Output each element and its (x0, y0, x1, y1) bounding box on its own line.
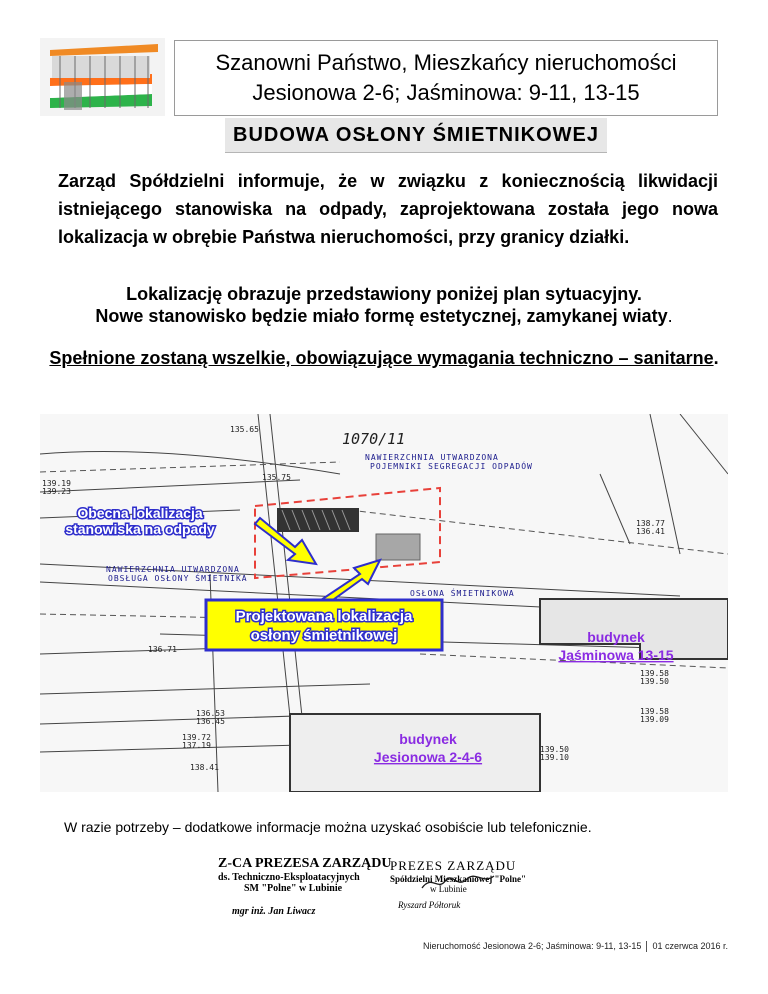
elevation-label: 136.53 (196, 709, 225, 718)
elevation-label: 138.41 (190, 763, 219, 772)
elevation-label: 139.50 (640, 677, 669, 686)
elevation-label: 136.41 (636, 527, 665, 536)
sig2-name: Ryszard Półtoruk (398, 900, 461, 910)
elevation-label: 136.45 (196, 717, 225, 726)
label-shelter: OSŁONA ŚMIETNIKOWA (410, 589, 515, 598)
proposed-location-line1: Projektowana lokalizacja (235, 608, 413, 625)
current-location-line1: Obecna lokalizacja (77, 505, 203, 521)
requirements-statement: Spełnione zostaną wszelkie, obowiązujące wymagania techniczno – sanitarne. (49, 348, 719, 368)
sig1-line2: ds. Techniczno-Eksploatacyjnych (218, 872, 360, 883)
sig2-title: PREZES ZARZĄDU (390, 858, 517, 873)
label-surface-bottom: NAWIERZCHNIA UTWARDZONA (106, 565, 240, 574)
page-footer-date: 01 czerwca 2016 r. (652, 941, 728, 951)
building-jesionowa-label2: Jesionowa 2-4-6 (373, 749, 483, 765)
subject-title: BUDOWA OSŁONY ŚMIETNIKOWEJ (225, 118, 607, 153)
building-jasminowa-label1: budynek (587, 629, 645, 645)
elevation-label: 139.09 (640, 715, 669, 724)
elevation-label: 139.72 (182, 733, 211, 742)
elevation-label: 139.58 (640, 707, 669, 716)
current-location-line2: stanowiska na odpady (65, 521, 215, 537)
signature-deputy (218, 856, 392, 917)
header-line-2: Jesionowa 2-6; Jaśminowa: 9-11, 13-15 (252, 80, 640, 105)
body-line-plan: Lokalizację obrazuje przedstawiony poniżej plan sytuacyjny. (126, 284, 642, 304)
handwritten-signature-icon (418, 870, 498, 896)
elevation-label: 138.77 (636, 519, 665, 528)
sig1-title: Z-CA PREZESA ZARZĄDU (218, 856, 392, 871)
elevation-label: 135.75 (262, 473, 291, 482)
recipients-header (174, 40, 718, 116)
contact-note: W razie potrzeby – dodatkowe informacje można uzyskać osobiście lub telefonicznie. (64, 819, 592, 835)
sig2-line2: Spółdzielni Mieszkaniowej "Polne" (390, 874, 526, 884)
header-line-1: Szanowni Państwo, Mieszkańcy nieruchomości (215, 50, 677, 75)
label-surface-top: NAWIERZCHNIA UTWARDZONA (365, 453, 499, 462)
elevation-label: 137.19 (182, 741, 211, 750)
elevation-label: 135.65 (230, 425, 259, 434)
label-containers: POJEMNIKI SEGREGACJI ODPADÓW (370, 462, 533, 471)
sig2-line3: w Lubinie (430, 884, 467, 894)
footer-separator (646, 941, 647, 952)
body-line-shelter: Nowe stanowisko będzie miało formę estetycznej, zamykanej wiaty. (95, 306, 673, 326)
elevation-label: 139.10 (540, 753, 569, 762)
site-plan-map (40, 414, 728, 792)
elevation-label: 139.19 (42, 479, 71, 488)
sig1-line3: SM "Polne" w Lubinie (244, 883, 343, 894)
body-paragraph: Zarząd Spółdzielni informuje, że w związku z koniecznością likwidacji istniejącego stanowiska na odpady, zaprojektowana została jego nowa lokalizacja w obrębie Państwa nieruchomości, przy granicy działki. (58, 171, 718, 247)
building-jesionowa-label1: budynek (399, 731, 457, 747)
parcel-number: 1070/11 (342, 430, 406, 448)
building-jasminowa-label2: Jaśminowa 13-15 (558, 647, 674, 663)
elevation-label: 136.71 (148, 645, 177, 654)
sig1-name: mgr inż. Jan Liwacz (232, 906, 316, 917)
label-service: OBSŁUGA OSŁONY ŚMIETNIKA (108, 574, 248, 583)
proposed-location-line2: osłony śmietnikowej (250, 627, 398, 644)
elevation-label: 139.23 (42, 487, 71, 496)
cooperative-logo-icon (40, 38, 165, 116)
page-footer (423, 940, 728, 952)
elevation-label: 139.58 (640, 669, 669, 678)
elevation-label: 139.50 (540, 745, 569, 754)
page-footer-property: Nieruchomość Jesionowa 2-6; Jaśminowa: 9-11, 13-15 (423, 941, 642, 951)
